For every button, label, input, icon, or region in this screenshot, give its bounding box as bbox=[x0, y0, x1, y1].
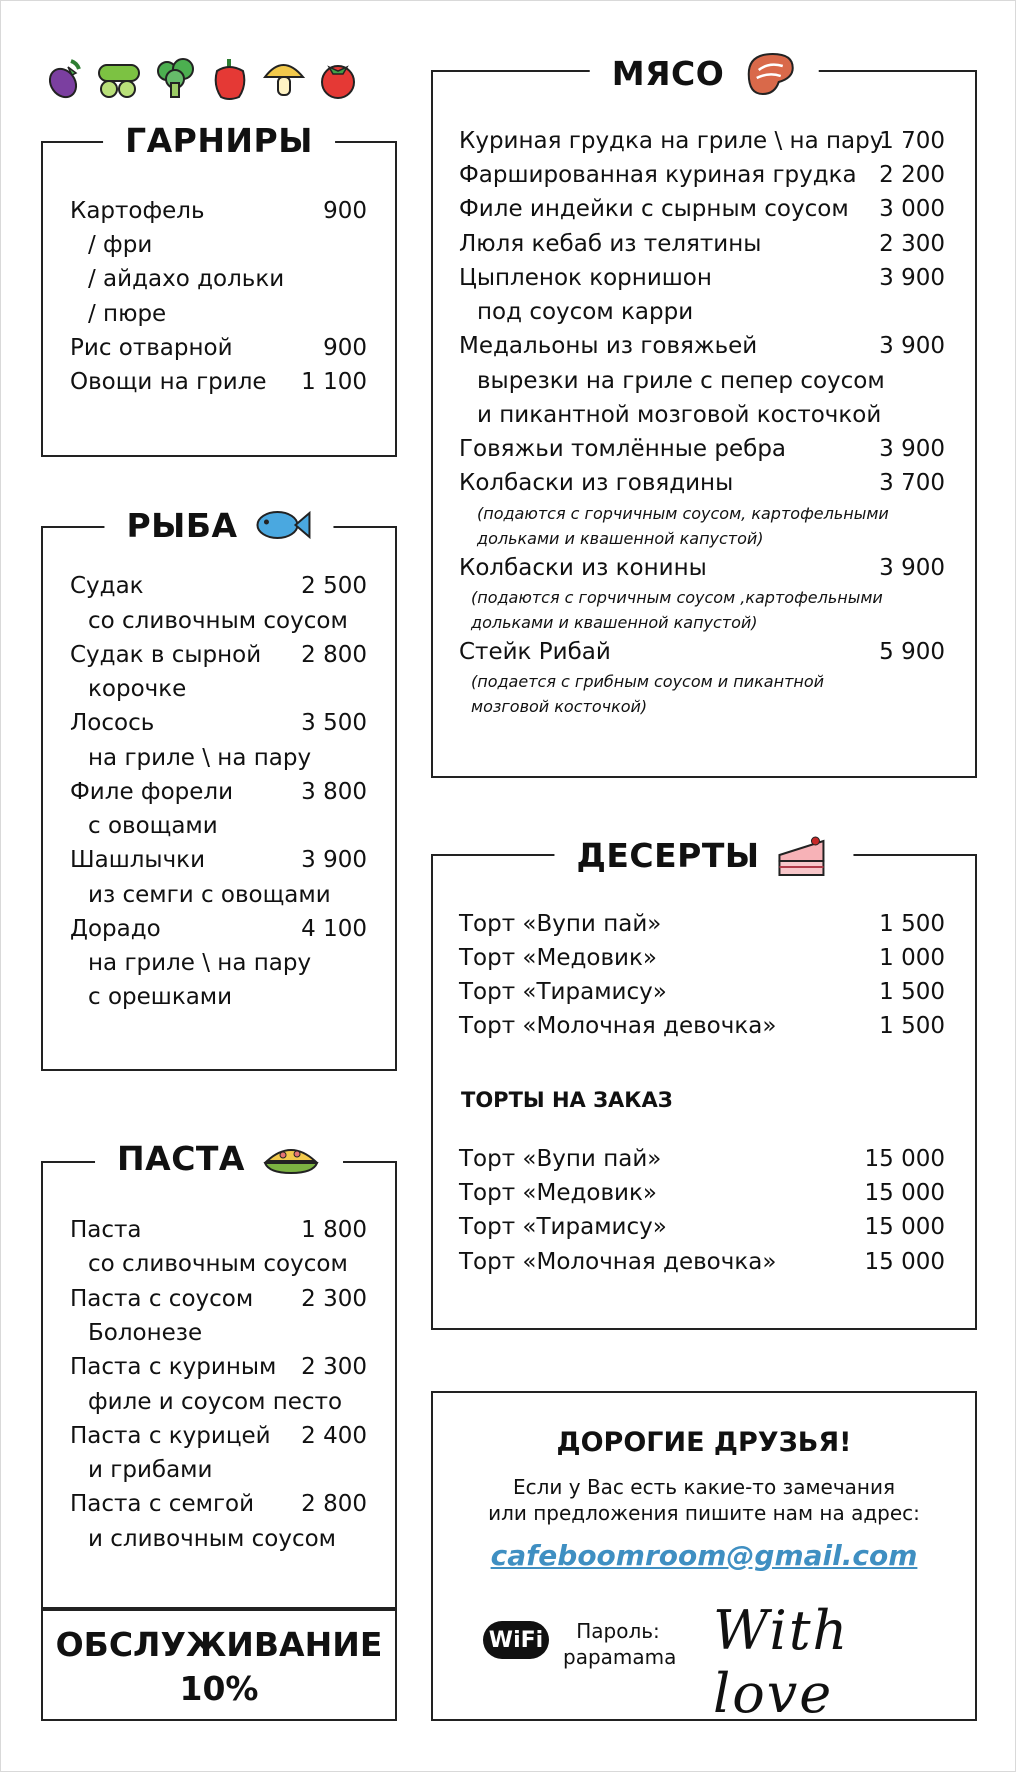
dessert-item-price: 1 500 bbox=[879, 979, 945, 1005]
tomato-icon bbox=[315, 55, 361, 101]
ryba-item-name: корочке bbox=[88, 676, 187, 702]
custom-cake-item-price: 15 000 bbox=[864, 1146, 945, 1172]
pasta-bowl-icon bbox=[261, 1141, 321, 1177]
pepper-icon bbox=[207, 55, 253, 101]
myaso-item-name: Куриная грудка на гриле \ на пару bbox=[459, 128, 884, 154]
ryba-item-name: Дорадо bbox=[70, 916, 161, 942]
myaso-item-name: Филе индейки с сырным соусом bbox=[459, 196, 849, 222]
pasta-item-name: со сливочным соусом bbox=[88, 1251, 348, 1277]
pasta-item-price: 1 800 bbox=[301, 1217, 367, 1243]
myaso-item-name: и пикантной мозговой косточкой bbox=[477, 402, 882, 428]
dessert-item-price: 1 500 bbox=[879, 911, 945, 937]
ryba-item-name: на гриле \ на пару bbox=[88, 950, 312, 976]
garniry-item-name: Рис отварной bbox=[70, 335, 233, 361]
garniry-title: ГАРНИРЫ bbox=[103, 121, 335, 160]
service-box bbox=[41, 1609, 397, 1721]
ryba-item-name: из семги с овощами bbox=[88, 882, 331, 908]
myaso-item-price: 1 700 bbox=[879, 128, 945, 154]
myaso-item-price: 5 900 bbox=[879, 639, 945, 665]
ryba-item-name: Филе форели bbox=[70, 779, 234, 805]
contact-text-line2: или предложения пишите нам на адрес: bbox=[488, 1501, 920, 1525]
dessert-item-name: Торт «Молочная девочка» bbox=[459, 1013, 777, 1039]
contact-heading: ДОРОГИЕ ДРУЗЬЯ! bbox=[556, 1427, 852, 1458]
garniry-item-price: 1 100 bbox=[301, 369, 367, 395]
ryba-item-name: на гриле \ на пару bbox=[88, 745, 312, 771]
myaso-item-name: Колбаски из конины bbox=[459, 555, 707, 581]
deserty-title: ДЕСЕРТЫ bbox=[554, 829, 853, 881]
myaso-item-name: Люля кебаб из телятины bbox=[459, 231, 762, 257]
ryba-item-name: Судак bbox=[70, 573, 144, 599]
dessert-item-name: Торт «Тирамису» bbox=[459, 979, 667, 1005]
ryba-item-price: 3 800 bbox=[301, 779, 367, 805]
ryba-item-name: со сливочным соусом bbox=[88, 608, 348, 634]
signature: With love bbox=[713, 1599, 850, 1725]
ryba-item-name: с овощами bbox=[88, 813, 218, 839]
mushroom-icon bbox=[261, 55, 307, 101]
custom-cake-item-price: 15 000 bbox=[864, 1214, 945, 1240]
pasta-item-name: Паста с куриным bbox=[70, 1354, 277, 1380]
custom-cake-item-name: Торт «Вупи пай» bbox=[459, 1146, 662, 1172]
custom-cake-item-name: Торт «Медовик» bbox=[459, 1180, 657, 1206]
myaso-serving-note: (подаются с горчичным соусом ,картофельными bbox=[471, 588, 883, 607]
myaso-item-price: 3 700 bbox=[879, 470, 945, 496]
myaso-item-price: 3 000 bbox=[879, 196, 945, 222]
ryba-item-price: 4 100 bbox=[301, 916, 367, 942]
myaso-item-name: под соусом карри bbox=[477, 299, 694, 325]
pasta-item-name: и грибами bbox=[88, 1457, 213, 1483]
custom-cake-item-name: Торт «Тирамису» bbox=[459, 1214, 667, 1240]
steak-icon bbox=[740, 48, 796, 98]
pasta-item-price: 2 300 bbox=[301, 1286, 367, 1312]
myaso-title: МЯСО bbox=[590, 48, 819, 98]
pasta-item-price: 2 800 bbox=[301, 1491, 367, 1517]
myaso-item-name: Медальоны из говяжьей bbox=[459, 333, 758, 359]
ryba-item-name: Судак в сырной bbox=[70, 642, 262, 668]
wifi-icon: WiFi bbox=[488, 1627, 544, 1653]
ryba-item-name: с орешками bbox=[88, 984, 233, 1010]
garniry-item-name: / айдахо дольки bbox=[88, 266, 285, 292]
ryba-item-name: Шашлычки bbox=[70, 847, 206, 873]
garniry-item-name: / пюре bbox=[88, 301, 167, 327]
contact-box bbox=[431, 1391, 977, 1725]
myaso-item-name: Стейк Рибай bbox=[459, 639, 611, 665]
garniry-section bbox=[41, 141, 397, 457]
service-percent: 10% bbox=[179, 1669, 259, 1708]
wifi-password-label: Пароль: bbox=[576, 1619, 660, 1643]
pasta-item-name: Паста с семгой bbox=[70, 1491, 255, 1517]
dessert-item-price: 1 000 bbox=[879, 945, 945, 971]
myaso-item-name: Колбаски из говядины bbox=[459, 470, 734, 496]
myaso-serving-note: дольками и квашенной капустой) bbox=[471, 613, 758, 632]
pasta-item-name: Болонезе bbox=[88, 1320, 203, 1346]
ryba-item-price: 3 500 bbox=[301, 710, 367, 736]
pasta-item-name: Паста bbox=[70, 1217, 142, 1243]
wifi-password: papamama bbox=[563, 1645, 677, 1669]
ryba-title: РЫБА bbox=[104, 504, 333, 546]
myaso-item-name: Цыпленок корнишон bbox=[459, 265, 712, 291]
myaso-item-price: 3 900 bbox=[879, 333, 945, 359]
dessert-item-price: 1 500 bbox=[879, 1013, 945, 1039]
contact-text-line1: Если у Вас есть какие-то замечания bbox=[512, 1475, 896, 1499]
eggplant-icon bbox=[41, 55, 87, 101]
pasta-item-name: филе и соусом песто bbox=[88, 1389, 343, 1415]
ryba-item-price: 3 900 bbox=[301, 847, 367, 873]
myaso-serving-note: мозговой косточкой) bbox=[471, 697, 648, 716]
pasta-title: ПАСТА bbox=[95, 1139, 343, 1178]
myaso-item-price: 3 900 bbox=[879, 555, 945, 581]
pasta-item-name: Паста с соусом bbox=[70, 1286, 254, 1312]
myaso-item-name: Говяжьи томлённые ребра bbox=[459, 436, 787, 462]
broccoli-icon bbox=[153, 55, 199, 101]
garniry-item-price: 900 bbox=[323, 198, 367, 224]
fish-icon bbox=[254, 504, 312, 546]
myaso-item-price: 2 300 bbox=[879, 231, 945, 257]
myaso-serving-note: дольками и квашенной капустой) bbox=[477, 529, 764, 548]
garniry-item-name: / фри bbox=[88, 232, 153, 258]
garniry-item-price: 900 bbox=[323, 335, 367, 361]
myaso-item-price: 2 200 bbox=[879, 162, 945, 188]
myaso-item-name: вырезки на гриле с пепер соусом bbox=[477, 368, 885, 394]
pasta-item-price: 2 300 bbox=[301, 1354, 367, 1380]
wifi-badge bbox=[483, 1621, 549, 1659]
service-label: ОБСЛУЖИВАНИЕ bbox=[55, 1625, 383, 1664]
custom-cake-item-price: 15 000 bbox=[864, 1249, 945, 1275]
myaso-serving-note: (подается с грибным соусом и пикантной bbox=[471, 672, 825, 691]
vegetable-icons-row bbox=[41, 55, 361, 101]
myaso-item-name: Фаршированная куриная грудка bbox=[459, 162, 857, 188]
dessert-item-name: Торт «Медовик» bbox=[459, 945, 657, 971]
cucumber-icon bbox=[95, 55, 145, 101]
myaso-item-price: 3 900 bbox=[879, 265, 945, 291]
ryba-item-price: 2 800 bbox=[301, 642, 367, 668]
custom-cakes-heading: ТОРТЫ НА ЗАКАЗ bbox=[461, 1088, 673, 1112]
custom-cake-item-price: 15 000 bbox=[864, 1180, 945, 1206]
cake-icon bbox=[776, 829, 832, 881]
garniry-item-name: Картофель bbox=[70, 198, 205, 224]
myaso-serving-note: (подаются с горчичным соусом, картофельными bbox=[477, 504, 889, 523]
garniry-item-name: Овощи на гриле bbox=[70, 369, 267, 395]
ryba-item-name: Лосось bbox=[70, 710, 155, 736]
email-link[interactable]: cafeboomroom@gmail.com bbox=[490, 1539, 918, 1572]
myaso-item-price: 3 900 bbox=[879, 436, 945, 462]
ryba-item-price: 2 500 bbox=[301, 573, 367, 599]
pasta-item-name: и сливочным соусом bbox=[88, 1526, 337, 1552]
pasta-item-price: 2 400 bbox=[301, 1423, 367, 1449]
dessert-item-name: Торт «Вупи пай» bbox=[459, 911, 662, 937]
custom-cake-item-name: Торт «Молочная девочка» bbox=[459, 1249, 777, 1275]
pasta-item-name: Паста с курицей bbox=[70, 1423, 271, 1449]
